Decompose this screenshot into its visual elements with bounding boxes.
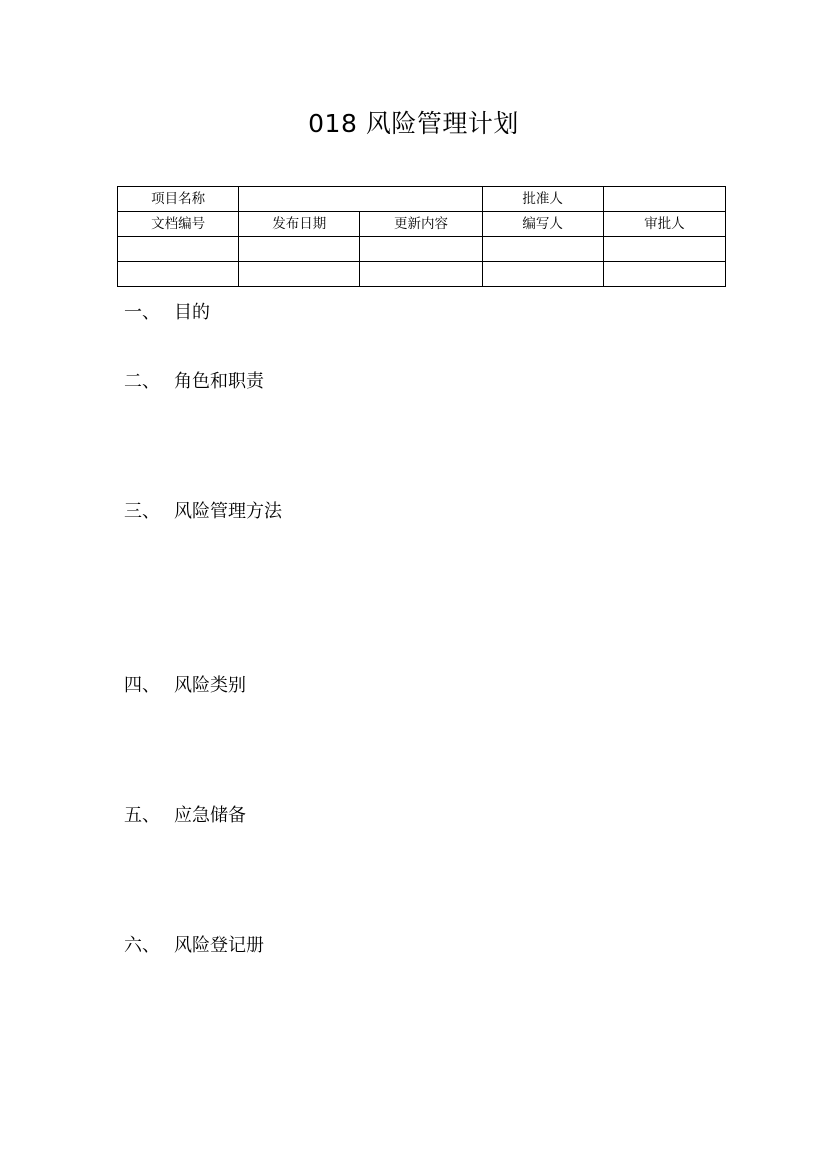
table-cell <box>118 262 239 287</box>
document-title: 018 风险管理计划 <box>308 109 519 138</box>
table-cell <box>360 237 482 262</box>
update-content-header: 更新内容 <box>360 212 482 237</box>
table-cell <box>482 237 603 262</box>
project-name-value <box>239 187 482 212</box>
table-row <box>118 262 726 287</box>
author-header: 编写人 <box>482 212 603 237</box>
section-title: 目的 <box>174 302 210 323</box>
section-heading-risk-register <box>124 933 264 959</box>
section-heading-roles <box>124 369 264 395</box>
table-row <box>118 187 726 212</box>
table-cell <box>603 237 725 262</box>
section-heading-methodology <box>124 499 282 525</box>
table-header-row <box>118 212 726 237</box>
section-heading-contingency-reserve <box>124 803 246 829</box>
approver-value <box>603 187 725 212</box>
table-cell <box>239 237 360 262</box>
approver-label: 批准人 <box>482 187 603 212</box>
reviewer-header: 审批人 <box>603 212 725 237</box>
release-date-header: 发布日期 <box>239 212 360 237</box>
table-cell <box>239 262 360 287</box>
table-cell <box>360 262 482 287</box>
section-number: 三、 <box>124 501 160 522</box>
section-title: 应急储备 <box>174 805 246 826</box>
section-title: 角色和职责 <box>174 371 264 392</box>
project-name-label: 项目名称 <box>118 187 239 212</box>
section-title: 风险登记册 <box>174 935 264 956</box>
section-number: 一、 <box>124 302 160 323</box>
doc-number-header: 文档编号 <box>118 212 239 237</box>
table-cell <box>482 262 603 287</box>
section-heading-purpose <box>124 300 210 326</box>
section-heading-risk-categories <box>124 673 246 699</box>
table-cell <box>118 237 239 262</box>
table-row <box>118 237 726 262</box>
section-number: 六、 <box>124 935 160 956</box>
section-title: 风险管理方法 <box>174 501 282 522</box>
table-cell <box>603 262 725 287</box>
section-number: 四、 <box>124 675 160 696</box>
section-number: 五、 <box>124 805 160 826</box>
document-info-table <box>117 186 726 287</box>
section-title: 风险类别 <box>174 675 246 696</box>
section-number: 二、 <box>124 371 160 392</box>
